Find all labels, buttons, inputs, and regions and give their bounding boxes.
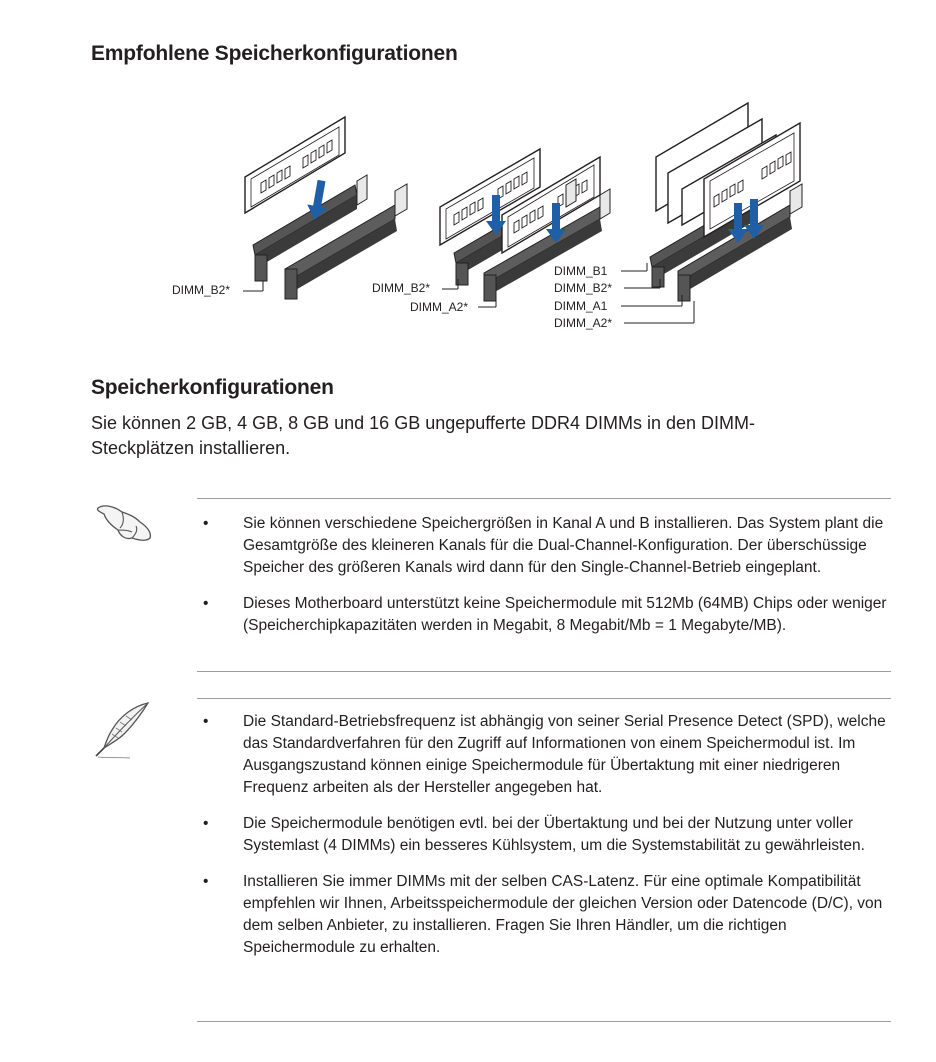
bullet: • [203,815,209,832]
config3-label-b2: DIMM_B2* [554,281,613,295]
note2-top-rule [197,698,891,699]
bullet: • [203,515,209,532]
section-title-recommended: Empfohlene Speicherkonfigurationen [91,42,458,65]
note1-list [197,513,891,637]
note2-item: • Die Standard-Betriebsfrequenz ist abhängig von seiner Serial Presence Detect (SPD), welche das Standardverfahren für den Zugriff auf Informationen von einem Speichermodul ist. Im Ausgangszustand können einige Speichermodule für Übertaktung mit einer niedrigeren Frequenz arbeiten als der Hersteller angegeben hat. [203,713,886,796]
bullet: • [203,713,209,730]
config2-label-a2: DIMM_A2* [410,300,469,314]
intro-paragraph: Sie können 2 GB, 4 GB, 8 GB und 16 GB ungepufferte DDR4 DIMMs in den DIMM-Steckplätzen installieren. [91,413,755,458]
config3-label-a2: DIMM_A2* [554,316,613,330]
bullet: • [203,595,209,612]
hand-pointing-icon [94,500,156,544]
note1-item: • Sie können verschiedene Speichergrößen in Kanal A und B installieren. Das System plant die Gesamtgröße des kleineren Kanals für die Dual-Channel-Konfiguration. Der überschüssige Speicher des größeren Kanals wird dann für den Single-Channel-Betrieb eingeplant. [203,515,884,576]
note2-bottom-rule [197,1021,891,1022]
bullet: • [203,873,209,890]
config3-label-b1: DIMM_B1 [554,264,608,278]
note1-top-rule [197,498,891,499]
config3-label-a1: DIMM_A1 [554,299,608,313]
quill-pen-icon [90,700,154,760]
config1-label-b2: DIMM_B2* [172,283,231,297]
section-title-memory-config: Speicherkonfigurationen [91,376,334,399]
config2-label-b2: DIMM_B2* [372,281,431,295]
note2-list [197,711,891,959]
dimm-configuration-diagram [160,95,840,345]
note1-item: • Dieses Motherboard unterstützt keine Speichermodule mit 512Mb (64MB) Chips oder weniger (Speicherchipkapazitäten werden in Megabit, 8 Megabit/Mb = 1 Megabyte/MB). [203,595,887,634]
config1-diagram [172,117,407,299]
note2-item: • Die Speichermodule benötigen evtl. bei der Übertaktung und bei der Nutzung unter voller Systemlast (4 DIMMs) ein besseres Kühlsystem, um die Systemstabilität zu gewährleisten. [203,815,865,854]
note2-item: • Installieren Sie immer DIMMs mit der selben CAS-Latenz. Für eine optimale Kompatibilität empfehlen wir Ihnen, Arbeitsspeichermodule der gleichen Version oder Datencode (D/C), von dem selben Anbieter, zu installieren. Fragen Sie Ihren Händler, um die richtigen Speichermodule zu erhalten. [203,873,883,956]
note1-bottom-rule [197,671,891,672]
